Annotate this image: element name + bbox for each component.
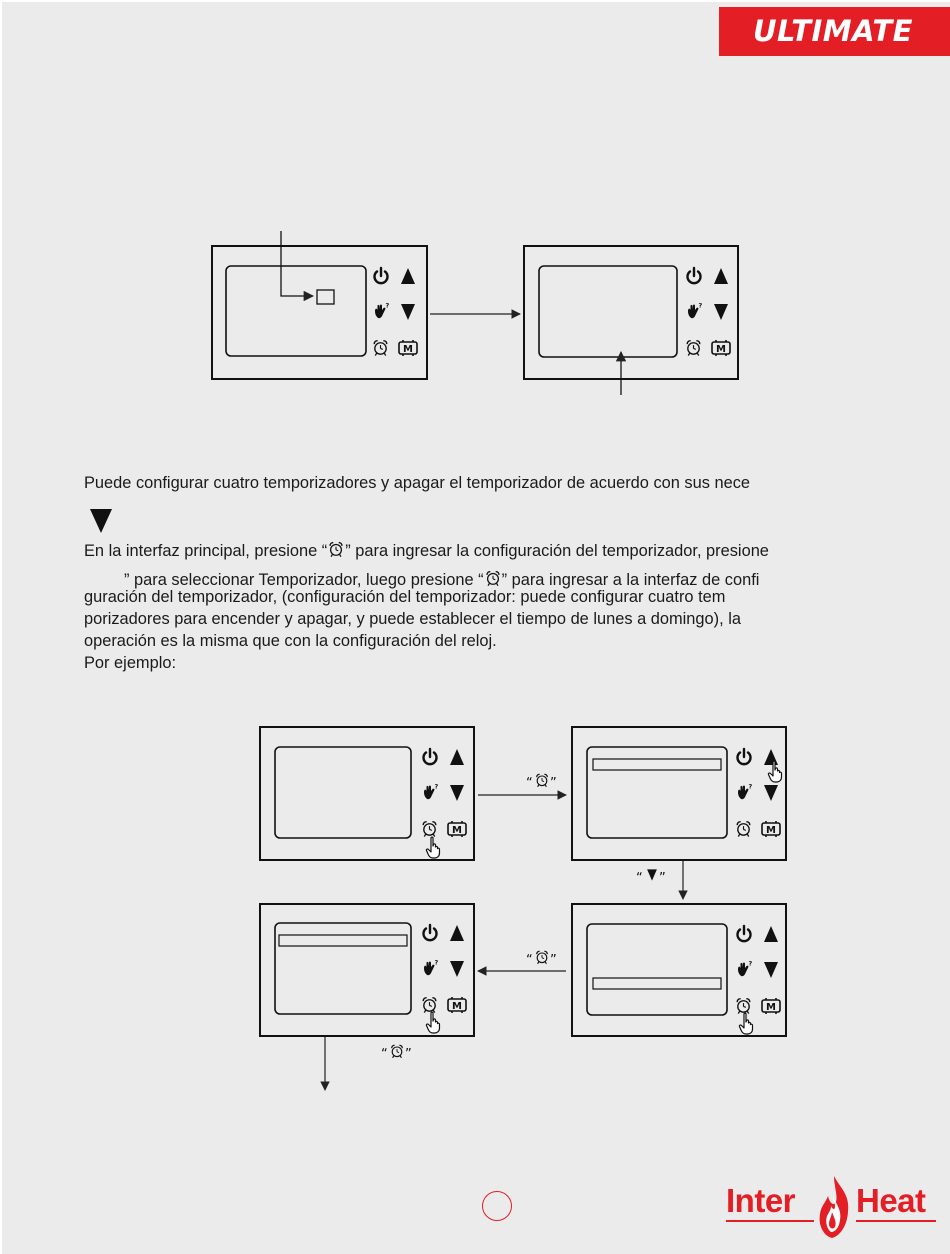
logo-word-right: Heat: [856, 1182, 926, 1219]
flame-icon: [814, 1174, 854, 1240]
down-arrow-icon: [90, 509, 112, 533]
step-label-down: [636, 869, 666, 886]
step-panel-2: [572, 727, 786, 860]
steps-line-1-part-a: En la interfaz principal, presione “: [84, 542, 328, 560]
step-panel-1: [260, 727, 474, 860]
quote-open: “: [526, 953, 533, 968]
step-panel-3: [572, 904, 786, 1036]
quote-close: ”: [405, 1047, 412, 1062]
steps-line-3: guración del temporizador, (configuración del temporizador: puede configurar cuatro tem: [84, 588, 726, 606]
intro-text: Puede configurar cuatro temporizadores y apagar el temporizador de acuerdo con sus nece: [84, 474, 751, 492]
thermostat-panel-a: [212, 246, 427, 379]
logo-underline-left: [726, 1220, 814, 1222]
thermostat-panel-b: [524, 246, 738, 379]
quote-open: “: [526, 776, 533, 791]
quote-close: ”: [550, 776, 557, 791]
alarm-clock-icon: [484, 568, 502, 588]
steps-line-2-part-b: ” para ingresar a la interfaz de confi: [501, 571, 760, 589]
steps-line-1-part-b: ” para ingresar la configuración del temporizador, presione: [345, 542, 769, 560]
quote-close: ”: [659, 871, 666, 886]
quote-open: “: [636, 871, 643, 886]
steps-line-4: porizadores para encender y apagar, y puede establecer el tiempo de lunes a domingo), la: [84, 610, 741, 628]
steps-line-6: Por ejemplo:: [84, 654, 177, 672]
step-label-alarm-3: [381, 1045, 412, 1062]
alarm-clock-icon: [327, 539, 345, 559]
step-panel-4: [260, 904, 474, 1036]
step-label-alarm-1: [526, 774, 557, 791]
step-label-alarm-2: [526, 951, 557, 968]
steps-line-1: [84, 539, 868, 562]
page-number-circle: [482, 1191, 512, 1221]
logo-underline-right: [856, 1220, 936, 1222]
logo-word-left: Inter: [726, 1182, 796, 1219]
brand-badge: ULTIMATE: [719, 7, 950, 56]
quote-close: ”: [550, 953, 557, 968]
interheat-logo: [722, 1172, 938, 1242]
steps-line-2-part-a: ” para seleccionar Temporizador, luego presione “: [124, 571, 484, 589]
quote-open: “: [381, 1047, 388, 1062]
steps-line-5: operación es la misma que con la configuración del reloj.: [84, 632, 497, 650]
